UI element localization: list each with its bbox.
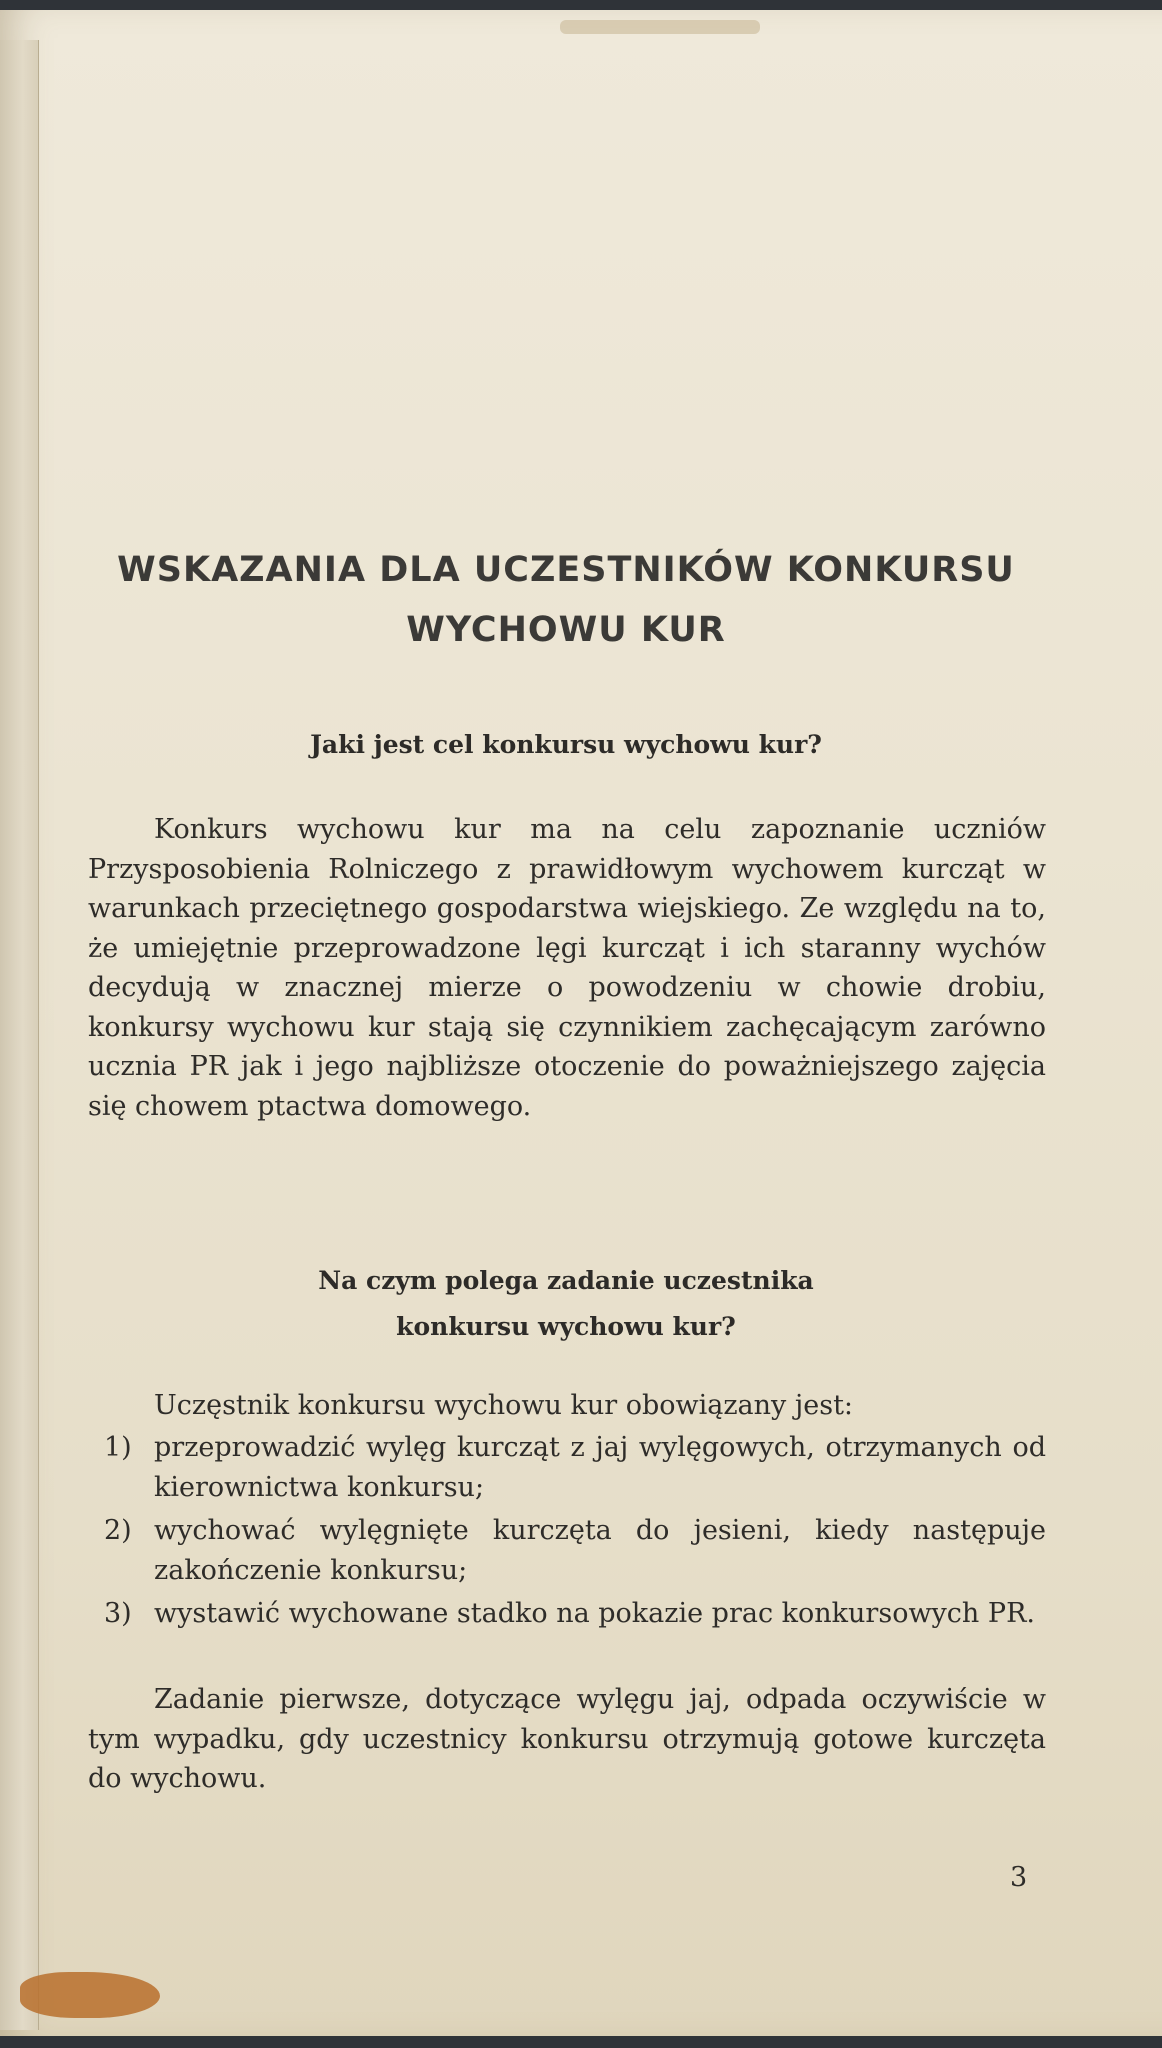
list-item-text: wystawić wychowane stadko na pokazie prac konkursowych PR. [154, 1598, 1035, 1629]
list-item-number: 1) [104, 1432, 132, 1463]
list-item [88, 1428, 1046, 1507]
document-title [86, 540, 1046, 660]
paper-stain-top [560, 20, 760, 34]
page-spine [0, 40, 39, 2030]
section-heading-task-line-2: konkursu wychowu kur? [396, 1312, 736, 1341]
task-intro: Uczęstnik konkursu wychowu kur obowiązany jest: [154, 1390, 854, 1421]
section-heading-goal: Jaki jest cel konkursu wychowu kur? [310, 730, 822, 759]
book-page [0, 10, 1162, 2036]
task-list [88, 1428, 1046, 1638]
list-item-number: 3) [104, 1598, 132, 1629]
document-title-line-2: WYCHOWU KUR [406, 610, 726, 650]
list-item [88, 1511, 1046, 1590]
document-title-line-1: WSKAZANIA DLA UCZESTNIKÓW KONKURSU [117, 550, 1015, 590]
list-item [88, 1594, 1046, 1634]
list-item-text: wychować wylęgnięte kurczęta do jesieni, kiedy następuje zakończenie konkursu; [154, 1515, 1046, 1586]
section-paragraph-goal: Konkurs wychowu kur ma na celu zapoznanie uczniów Przysposobienia Rolniczego z prawidłowym wychowem kurcząt w warunkach przeciętnego gospodarstwa wiejskiego. Ze względu na to, że umiejętnie przeprowadzone lęgi kurcząt i ich staranny wychów decydują w znacznej mierze o powodzeniu w chowie drobiu, konkursy wychowu kur stają się czynnikiem zachęcającym zarówno ucznia PR jak i jego najbliższe otoczenie do poważniejszego zajęcia się chowem ptactwa domowego. [88, 814, 1046, 1122]
list-item-number: 2) [104, 1515, 132, 1546]
section-heading-task-line-1: Na czym polega zadanie uczestnika [318, 1266, 814, 1295]
task-closing-paragraph: Zadanie pierwsze, dotyczące wylęgu jaj, odpada oczywiście w tym wypadku, gdy uczestnicy konkursu otrzymują gotowe kurczęta do wychowu. [88, 1684, 1046, 1794]
list-item-text: przeprowadzić wylęg kurcząt z jaj wylęgowych, otrzymanych od kierownictwa konkursu; [154, 1432, 1046, 1503]
page-number: 3 [1010, 1862, 1028, 1893]
paper-stain [20, 1972, 160, 2018]
section-heading-task [86, 1258, 1046, 1350]
